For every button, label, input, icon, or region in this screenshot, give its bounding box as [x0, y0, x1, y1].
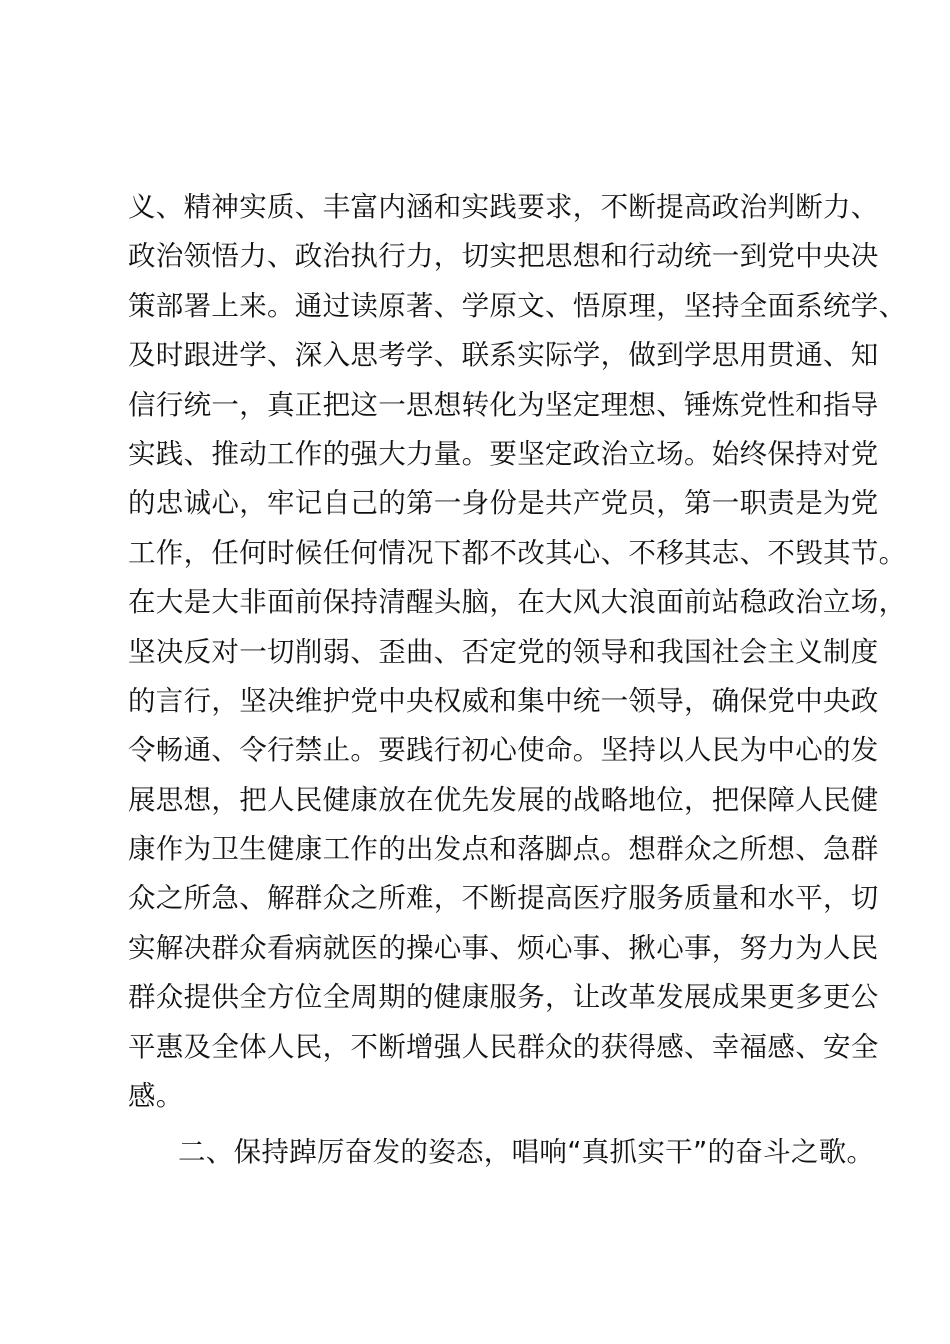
paragraph-line: 信行统一，真正把这一思想转化为坚定理想、锤炼党性和指导: [128, 388, 879, 421]
paragraph-line: 众之所急、解群众之所难，不断提高医疗服务质量和水平，切: [128, 882, 879, 915]
paragraph-line: 义、精神实质、丰富内涵和实践要求，不断提高政治判断力、: [128, 191, 879, 223]
section-heading: 二、保持踔厉奋发的姿态，唱响“真抓实干”的奋斗之歌。: [178, 1136, 875, 1168]
paragraph-line: 实解决群众看病就医的操心事、烦心事、揪心事，努力为人民: [128, 931, 879, 964]
paragraph-line: 实践、推动工作的强大力量。要坚定政治立场。始终保持对党: [128, 437, 879, 470]
paragraph-line: 群众提供全方位全周期的健康服务，让改革发展成果更多更公: [128, 981, 879, 1014]
paragraph-line: 感。: [128, 1080, 184, 1113]
paragraph-line: 策部署上来。通过读原著、学原文、悟原理，坚持全面系统学、: [128, 289, 907, 322]
paragraph-line: 康作为卫生健康工作的出发点和落脚点。想群众之所想、急群: [128, 833, 879, 866]
paragraph-line: 展思想，把人民健康放在优先发展的战略地位，把保障人民健: [128, 783, 879, 816]
paragraph-line: 坚决反对一切削弱、歪曲、否定党的领导和我国社会主义制度: [128, 635, 879, 668]
paragraph-line: 的忠诚心，牢记自己的第一身份是共产党员，第一职责是为党: [128, 487, 879, 520]
body-paragraph: [128, 183, 907, 1121]
paragraph-line: 政治领悟力、政治执行力，切实把思想和行动统一到党中央决: [128, 240, 879, 273]
paragraph-line: 工作，任何时候任何情况下都不改其心、不移其志、不毁其节。: [128, 536, 907, 569]
paragraph-line: 在大是大非面前保持清醒头脑，在大风大浪面前站稳政治立场，: [128, 586, 907, 619]
paragraph-line: 的言行，坚决维护党中央权威和集中统一领导，确保党中央政: [128, 684, 879, 717]
paragraph-line: 及时跟进学、深入思考学、联系实际学，做到学思用贯通、知: [128, 339, 879, 372]
paragraph-line: 平惠及全体人民，不断增强人民群众的获得感、幸福感、安全: [128, 1030, 879, 1063]
paragraph-line: 令畅通、令行禁止。要践行初心使命。坚持以人民为中心的发: [128, 734, 879, 767]
